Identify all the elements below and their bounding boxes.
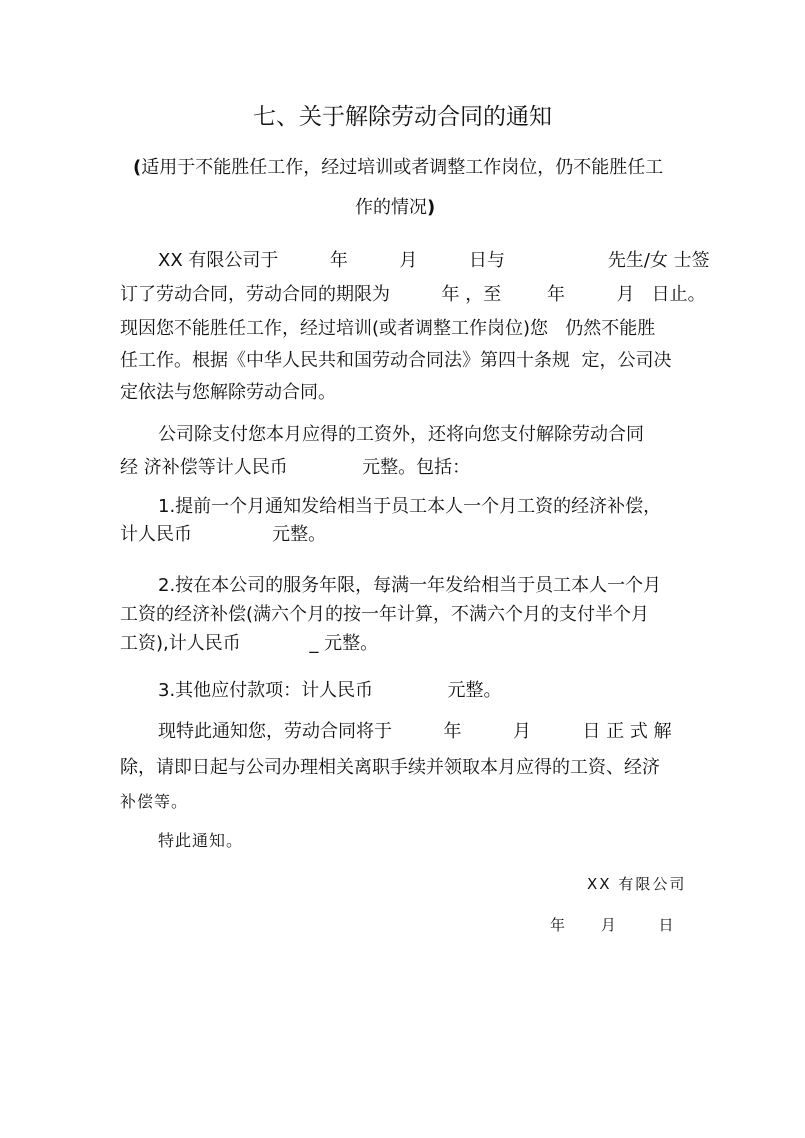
item-2-line-1: 2.按在本公司的服务年限，每满一年发给相当于员工本人一个月 [158, 575, 662, 596]
item-2-line-2: 工资的经济补偿(满六个月的按一年计算，不满六个月的支付半个月 [120, 604, 650, 625]
item-1-line-2: 计人民币 元整。 [120, 524, 327, 545]
closing-text: 特此通知。 [158, 831, 244, 850]
item-2-line-3: 工资),计人民币 _ 元整。 [120, 633, 379, 654]
subtitle-close-paren: ) [427, 197, 436, 218]
item-3-line-1: 3.其他应付款项：计人民币 元整。 [158, 680, 502, 701]
paragraph-2-line-1: 公司除支付您本月应得的工资外，还将向您支付解除劳动合同 [158, 424, 644, 445]
paragraph-2-line-2: 经 济补偿等计人民币 元整。包括： [120, 457, 471, 478]
paragraph-1-line-1: XX 有限公司于 年 月 日与 先生/女 士签 [158, 250, 710, 271]
paragraph-1-line-4: 任工作。根据《中华人民共和国劳动合同法》第四十条规 定，公司决 [120, 350, 672, 371]
subtitle-text-1: 适用于不能胜任工作，经过培训或者调整工作岗位，仍不能胜任工 [141, 157, 664, 178]
subtitle-line-1 [133, 156, 663, 180]
subtitle-open-paren: ( [133, 157, 142, 178]
paragraph-1-line-5: 定依法与您解除劳动合同。 [120, 382, 336, 403]
paragraph-3-line-1: 现特此通知您，劳动合同将于 年 月 日 正 式 解 [158, 721, 672, 742]
paragraph-1-line-2: 订了劳动合同，劳动合同的期限为 年 ，至 年 月 日止。 [120, 284, 706, 305]
signature-company: XX 有限公司 [587, 875, 687, 893]
paragraph-1-line-3: 现因您不能胜任工作，经过培训(或者调整工作岗位)您 仍然不能胜 [120, 318, 656, 339]
signature-date: 年 月 日 [550, 916, 676, 934]
paragraph-3-line-3: 补偿等。 [120, 792, 189, 811]
item-1-line-1: 1.提前一个月通知发给相当于员工本人一个月工资的经济补偿， [158, 496, 662, 517]
subtitle-line-2 [355, 196, 435, 220]
subtitle-text-2: 作的情况 [355, 197, 427, 218]
paragraph-3-line-2: 除，请即日起与公司办理相关离职手续并领取本月应得的工资、经济 [120, 757, 660, 778]
document-title: 七、关于解除劳动合同的通知 [253, 104, 552, 130]
